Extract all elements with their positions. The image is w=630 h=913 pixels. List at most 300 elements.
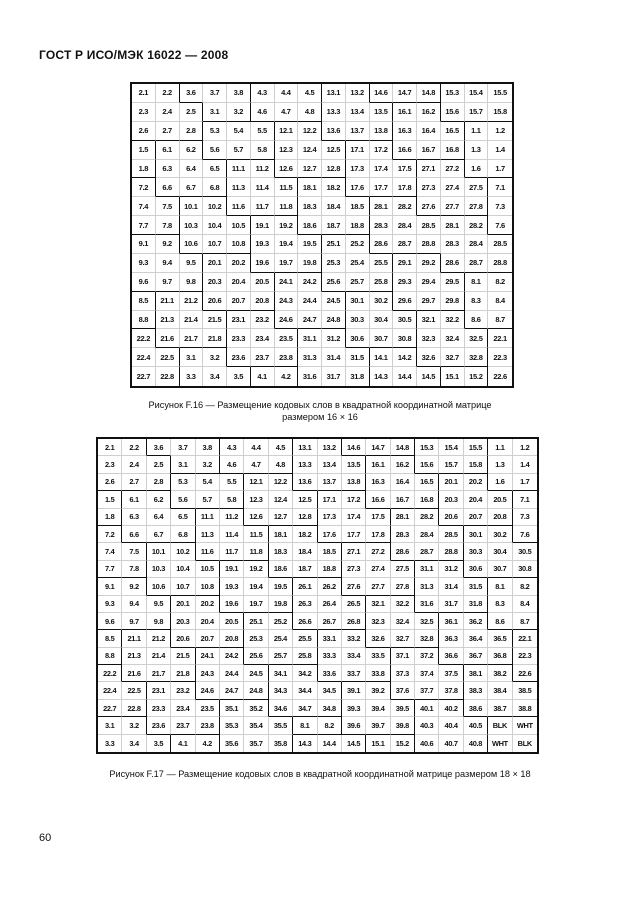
codeword-cell: 37.8	[439, 682, 463, 699]
codeword-cell: 16.7	[417, 141, 441, 160]
codeword-cell: 4.1	[171, 735, 195, 752]
codeword-cell: 11.3	[227, 178, 251, 197]
codeword-cell: 21.7	[180, 329, 204, 348]
codeword-cell: 5.8	[251, 141, 275, 160]
codeword-cell: 3.1	[171, 456, 195, 473]
codeword-cell: 9.8	[147, 613, 171, 630]
codeword-cell: 40.6	[415, 735, 439, 752]
codeword-cell: 10.3	[147, 561, 171, 578]
codeword-cell: 6.1	[122, 491, 146, 508]
codeword-cell: 26.2	[318, 578, 342, 595]
codeword-cell: 15.4	[465, 84, 489, 103]
codeword-cell: 20.5	[488, 491, 512, 508]
codeword-cell: 36.1	[439, 613, 463, 630]
codeword-cell: 32.6	[366, 630, 390, 647]
codeword-cell: 37.2	[415, 648, 439, 665]
codeword-cell: 20.4	[464, 491, 488, 508]
codeword-cell: 2.5	[147, 456, 171, 473]
codeword-cell: 6.6	[122, 526, 146, 543]
codeword-cell: 16.2	[391, 456, 415, 473]
codeword-cell: 2.8	[147, 474, 171, 491]
codeword-cell: 3.1	[98, 717, 122, 734]
codeword-cell: 3.7	[203, 84, 227, 103]
codeword-cell: 18.1	[269, 526, 293, 543]
codeword-cell: 12.2	[298, 122, 322, 141]
codeword-cell: 27.2	[366, 543, 390, 560]
codeword-cell: 16.4	[391, 474, 415, 491]
codeword-cell: 37.6	[391, 682, 415, 699]
codeword-cell: 20.1	[439, 474, 463, 491]
codeword-cell: 28.3	[370, 216, 394, 235]
codeword-cell: 12.7	[269, 509, 293, 526]
codeword-cell: 26.3	[293, 596, 317, 613]
codeword-cell: 23.4	[251, 329, 275, 348]
codeword-cell: 25.3	[322, 254, 346, 273]
codeword-cell: 18.3	[298, 197, 322, 216]
codeword-cell: 4.5	[269, 439, 293, 456]
codeword-cell: 38.8	[513, 700, 537, 717]
codeword-cell: 25.6	[322, 273, 346, 292]
codeword-cell: 25.5	[370, 254, 394, 273]
codeword-cell: 25.7	[269, 648, 293, 665]
codeword-cell: 3.1	[180, 348, 204, 367]
codeword-cell: 30.6	[346, 329, 370, 348]
codeword-cell: 21.6	[156, 329, 180, 348]
codeword-cell: 27.4	[441, 178, 465, 197]
codeword-cell: 16.2	[417, 103, 441, 122]
codeword-cell: 15.7	[465, 103, 489, 122]
codeword-cell: 18.6	[269, 561, 293, 578]
codeword-cell: 32.3	[417, 329, 441, 348]
codeword-cell: 21.2	[180, 292, 204, 311]
codeword-cell: 8.8	[98, 648, 122, 665]
codeword-cell: 28.4	[393, 216, 417, 235]
codeword-cell: 3.8	[196, 439, 220, 456]
codeword-cell: 28.8	[439, 543, 463, 560]
codeword-cell: 1.8	[132, 160, 156, 179]
codeword-cell: 20.3	[439, 491, 463, 508]
codeword-cell: 7.3	[513, 509, 537, 526]
codeword-cell: 11.1	[227, 160, 251, 179]
codeword-cell: 30.2	[488, 526, 512, 543]
codeword-cell: 26.6	[293, 613, 317, 630]
codeword-cell: 13.2	[318, 439, 342, 456]
codeword-cell: 34.4	[293, 682, 317, 699]
codeword-cell: 8.5	[132, 292, 156, 311]
codeword-cell: 21.3	[122, 648, 146, 665]
codeword-cell: 12.4	[269, 491, 293, 508]
codeword-cell: 24.7	[298, 311, 322, 330]
codeword-cell: 8.7	[513, 613, 537, 630]
codeword-cell: 2.6	[98, 474, 122, 491]
codeword-cell: 18.2	[293, 526, 317, 543]
codeword-cell: 6.5	[203, 160, 227, 179]
codeword-cell: 17.7	[342, 526, 366, 543]
codeword-cell: 2.2	[122, 439, 146, 456]
codeword-cell: 21.8	[203, 329, 227, 348]
codeword-cell: 20.2	[227, 254, 251, 273]
codeword-cell: 26.1	[293, 578, 317, 595]
codeword-cell: 16.5	[415, 474, 439, 491]
codeword-cell: 19.7	[244, 596, 268, 613]
codeword-cell: 23.7	[251, 348, 275, 367]
codeword-cell: 16.1	[393, 103, 417, 122]
codeword-cell: 31.4	[322, 348, 346, 367]
codeword-cell: 22.5	[122, 682, 146, 699]
codeword-cell: 15.8	[488, 103, 512, 122]
codeword-cell: WHT	[513, 717, 537, 734]
codeword-cell: 36.5	[488, 630, 512, 647]
codeword-cell: 3.7	[171, 439, 195, 456]
codeword-cell: 34.1	[269, 665, 293, 682]
codeword-cell: 14.5	[417, 367, 441, 386]
codeword-cell: 21.6	[122, 665, 146, 682]
codeword-cell: 6.6	[156, 178, 180, 197]
codeword-cell: 18.7	[322, 216, 346, 235]
codeword-cell: 3.2	[122, 717, 146, 734]
codeword-cell: 17.8	[366, 526, 390, 543]
codeword-cell: 2.4	[122, 456, 146, 473]
codeword-cell: 28.2	[465, 216, 489, 235]
codeword-cell: 3.3	[98, 735, 122, 752]
codeword-cell: 17.5	[366, 509, 390, 526]
codeword-cell: 22.4	[98, 682, 122, 699]
codeword-cell: 21.1	[122, 630, 146, 647]
codeword-cell: 20.4	[227, 273, 251, 292]
codeword-cell: 24.5	[322, 292, 346, 311]
codeword-cell: 27.3	[342, 561, 366, 578]
codeword-cell: 28.1	[441, 216, 465, 235]
codeword-cell: 35.7	[244, 735, 268, 752]
codeword-cell: 7.6	[513, 526, 537, 543]
codeword-cell: 1.1	[488, 439, 512, 456]
codeword-cell: 28.5	[439, 526, 463, 543]
codeword-cell: 15.4	[439, 439, 463, 456]
codeword-cell: 17.2	[342, 491, 366, 508]
codeword-cell: 30.4	[488, 543, 512, 560]
codeword-cell: 36.6	[439, 648, 463, 665]
codeword-cell: 22.4	[132, 348, 156, 367]
codeword-cell: 31.1	[415, 561, 439, 578]
codeword-cell: 34.2	[293, 665, 317, 682]
codeword-cell: 6.8	[203, 178, 227, 197]
codeword-cell: 30.8	[513, 561, 537, 578]
codeword-cell: 39.8	[391, 717, 415, 734]
codeword-cell: 32.8	[465, 348, 489, 367]
codeword-cell: 31.8	[346, 367, 370, 386]
codeword-cell: 32.5	[465, 329, 489, 348]
codeword-cell: 32.7	[441, 348, 465, 367]
codeword-cell: 7.2	[132, 178, 156, 197]
figure-caption-18: Рисунок F.17 — Размещение кодовых слов в квадратной координатной матрице размером 18 × 18	[109, 769, 531, 779]
codeword-cell: 37.5	[439, 665, 463, 682]
codeword-cell: 40.1	[415, 700, 439, 717]
codeword-cell: 31.7	[439, 596, 463, 613]
codeword-cell: 11.4	[220, 526, 244, 543]
codeword-cell: 13.7	[318, 474, 342, 491]
codeword-cell: 5.5	[251, 122, 275, 141]
codeword-cell: 11.6	[196, 543, 220, 560]
codeword-cell: 10.5	[227, 216, 251, 235]
codeword-cell: BLK	[488, 717, 512, 734]
codeword-cell: 7.4	[98, 543, 122, 560]
codeword-cell: 40.5	[464, 717, 488, 734]
codeword-cell: 12.5	[322, 141, 346, 160]
codeword-cell: 13.8	[370, 122, 394, 141]
codeword-cell: 28.8	[488, 254, 512, 273]
codeword-cell: 28.6	[441, 254, 465, 273]
codeword-cell: 21.1	[156, 292, 180, 311]
codeword-cell: 9.5	[147, 596, 171, 613]
codeword-cell: 11.7	[251, 197, 275, 216]
codeword-cell: 32.7	[391, 630, 415, 647]
codeword-cell: 16.6	[366, 491, 390, 508]
codeword-cell: 8.3	[465, 292, 489, 311]
codeword-cell: 5.4	[196, 474, 220, 491]
codeword-cell: 8.4	[513, 596, 537, 613]
codeword-cell: 30.7	[488, 561, 512, 578]
codeword-cell: 20.2	[196, 596, 220, 613]
codeword-cell: 2.6	[132, 122, 156, 141]
codeword-cell: 27.7	[366, 578, 390, 595]
codeword-cell: 20.8	[251, 292, 275, 311]
page-number: 60	[39, 832, 52, 844]
codeword-cell: 9.3	[132, 254, 156, 273]
codeword-cell: 8.1	[488, 578, 512, 595]
codeword-cell: 20.5	[220, 613, 244, 630]
codeword-cell: 35.3	[220, 717, 244, 734]
codeword-cell: 3.4	[203, 367, 227, 386]
codeword-cell: 7.7	[98, 561, 122, 578]
codeword-cell: 4.8	[298, 103, 322, 122]
codeword-cell: 31.4	[439, 578, 463, 595]
codeword-cell: 13.2	[346, 84, 370, 103]
codeword-cell: 22.1	[488, 329, 512, 348]
codeword-cell: 27.8	[465, 197, 489, 216]
codeword-cell: 26.4	[318, 596, 342, 613]
codeword-cell: 29.3	[393, 273, 417, 292]
codeword-cell: 3.2	[203, 348, 227, 367]
codeword-cell: 19.8	[269, 596, 293, 613]
codeword-cell: 30.3	[464, 543, 488, 560]
codeword-cell: 27.1	[342, 543, 366, 560]
codeword-cell: 14.6	[370, 84, 394, 103]
codeword-cell: 35.8	[269, 735, 293, 752]
codeword-cell: 25.6	[244, 648, 268, 665]
codeword-cell: 10.6	[180, 235, 204, 254]
codeword-cell: 22.2	[98, 665, 122, 682]
codeword-cell: 10.7	[171, 578, 195, 595]
codeword-cell: 24.1	[196, 648, 220, 665]
codeword-cell: 25.1	[322, 235, 346, 254]
codeword-cell: 7.8	[156, 216, 180, 235]
codeword-cell: 36.4	[464, 630, 488, 647]
codeword-cell: 12.6	[244, 509, 268, 526]
codeword-cell: 25.8	[293, 648, 317, 665]
codeword-cell: 19.1	[251, 216, 275, 235]
codeword-cell: 35.5	[269, 717, 293, 734]
codeword-cell: 24.3	[275, 292, 299, 311]
codeword-cell: 19.8	[298, 254, 322, 273]
codeword-cell: 12.3	[244, 491, 268, 508]
codeword-cell: 17.4	[370, 160, 394, 179]
codeword-cell: 27.6	[417, 197, 441, 216]
codeword-cell: 8.2	[513, 578, 537, 595]
codeword-cell: 4.3	[220, 439, 244, 456]
codeword-cell: 38.5	[513, 682, 537, 699]
codeword-cell: 14.6	[342, 439, 366, 456]
codeword-cell: 19.7	[275, 254, 299, 273]
codeword-cell: 36.2	[464, 613, 488, 630]
codeword-cell: 7.7	[132, 216, 156, 235]
codeword-cell: 6.2	[147, 491, 171, 508]
codeword-cell: 6.3	[156, 160, 180, 179]
codeword-cell: 9.5	[180, 254, 204, 273]
codeword-cell: 10.5	[196, 561, 220, 578]
codeword-cell: 25.2	[269, 613, 293, 630]
codeword-cell: 14.4	[393, 367, 417, 386]
codeword-cell: 7.3	[488, 197, 512, 216]
figure-caption-16	[110, 399, 530, 423]
codeword-cell: 12.8	[293, 509, 317, 526]
codeword-cell: 8.1	[465, 273, 489, 292]
codeword-cell: 26.5	[342, 596, 366, 613]
codeword-cell: 28.7	[415, 543, 439, 560]
codeword-cell: 21.8	[171, 665, 195, 682]
codeword-cell: 12.1	[244, 474, 268, 491]
codeword-cell: 16.5	[441, 122, 465, 141]
codeword-cell: 22.8	[156, 367, 180, 386]
codeword-matrix-16x16	[130, 82, 514, 388]
codeword-cell: 12.1	[275, 122, 299, 141]
codeword-cell: 14.8	[417, 84, 441, 103]
codeword-cell: 36.8	[488, 648, 512, 665]
codeword-cell: 18.1	[298, 178, 322, 197]
codeword-cell: 26.8	[342, 613, 366, 630]
codeword-cell: 19.4	[275, 235, 299, 254]
codeword-cell: 9.6	[132, 273, 156, 292]
codeword-cell: 18.4	[293, 543, 317, 560]
codeword-cell: 28.5	[417, 216, 441, 235]
codeword-cell: 11.2	[220, 509, 244, 526]
codeword-cell: 14.7	[366, 439, 390, 456]
codeword-cell: 24.6	[275, 311, 299, 330]
codeword-cell: 22.3	[513, 648, 537, 665]
codeword-cell: 20.1	[203, 254, 227, 273]
codeword-cell: 23.1	[227, 311, 251, 330]
codeword-cell: 18.5	[346, 197, 370, 216]
codeword-cell: 19.6	[220, 596, 244, 613]
codeword-cell: 21.3	[156, 311, 180, 330]
codeword-cell: 20.3	[203, 273, 227, 292]
codeword-cell: 39.4	[366, 700, 390, 717]
codeword-cell: 13.3	[293, 456, 317, 473]
codeword-cell: 1.7	[513, 474, 537, 491]
codeword-cell: 33.3	[318, 648, 342, 665]
codeword-cell: 5.8	[220, 491, 244, 508]
codeword-cell: 31.3	[298, 348, 322, 367]
codeword-cell: 18.7	[293, 561, 317, 578]
codeword-cell: 10.4	[203, 216, 227, 235]
codeword-cell: 25.4	[269, 630, 293, 647]
codeword-cell: 27.4	[366, 561, 390, 578]
codeword-cell: 9.1	[98, 578, 122, 595]
codeword-cell: 7.4	[132, 197, 156, 216]
codeword-cell: 25.1	[244, 613, 268, 630]
codeword-cell: 35.2	[244, 700, 268, 717]
codeword-cell: 1.6	[465, 160, 489, 179]
codeword-cell: 20.6	[171, 630, 195, 647]
codeword-cell: 15.1	[441, 367, 465, 386]
codeword-cell: 29.5	[441, 273, 465, 292]
codeword-cell: 7.1	[513, 491, 537, 508]
codeword-cell: 18.5	[318, 543, 342, 560]
codeword-cell: 27.3	[417, 178, 441, 197]
codeword-cell: 1.4	[513, 456, 537, 473]
codeword-cell: 1.3	[488, 456, 512, 473]
codeword-cell: 30.5	[513, 543, 537, 560]
codeword-cell: 21.2	[147, 630, 171, 647]
codeword-cell: 22.7	[132, 367, 156, 386]
codeword-cell: 11.7	[220, 543, 244, 560]
codeword-cell: 33.8	[366, 665, 390, 682]
codeword-cell: 32.2	[441, 311, 465, 330]
codeword-cell: 21.5	[203, 311, 227, 330]
codeword-cell: 3.5	[147, 735, 171, 752]
codeword-cell: 12.3	[275, 141, 299, 160]
codeword-cell: 12.7	[298, 160, 322, 179]
codeword-cell: 5.7	[227, 141, 251, 160]
codeword-cell: 15.8	[464, 456, 488, 473]
codeword-cell: 19.4	[244, 578, 268, 595]
codeword-cell: 19.2	[244, 561, 268, 578]
codeword-cell: 32.4	[441, 329, 465, 348]
codeword-cell: 40.7	[439, 735, 463, 752]
codeword-cell: 1.2	[513, 439, 537, 456]
codeword-cell: 10.2	[203, 197, 227, 216]
codeword-cell: 11.5	[275, 178, 299, 197]
codeword-cell: 40.4	[439, 717, 463, 734]
codeword-cell: 14.1	[370, 348, 394, 367]
codeword-cell: 33.4	[342, 648, 366, 665]
codeword-cell: 24.7	[220, 682, 244, 699]
codeword-cell: 4.1	[251, 367, 275, 386]
codeword-cell: 16.3	[366, 474, 390, 491]
codeword-cell: 16.7	[391, 491, 415, 508]
codeword-cell: 1.8	[98, 509, 122, 526]
codeword-cell: 38.1	[464, 665, 488, 682]
codeword-cell: 30.7	[370, 329, 394, 348]
codeword-cell: 28.5	[488, 235, 512, 254]
codeword-cell: 40.8	[464, 735, 488, 752]
codeword-cell: 11.5	[244, 526, 268, 543]
codeword-cell: 23.6	[147, 717, 171, 734]
codeword-cell: 24.5	[244, 665, 268, 682]
codeword-cell: 6.7	[180, 178, 204, 197]
codeword-cell: 35.1	[220, 700, 244, 717]
codeword-cell: 4.8	[269, 456, 293, 473]
codeword-cell: 4.5	[298, 84, 322, 103]
codeword-cell: 13.6	[322, 122, 346, 141]
codeword-cell: 4.2	[275, 367, 299, 386]
caption-16-line1: Рисунок F.16 — Размещение кодовых слов в квадратной координатной матрице	[148, 400, 492, 410]
codeword-cell: 5.6	[203, 141, 227, 160]
codeword-cell: 17.7	[370, 178, 394, 197]
codeword-cell: 28.6	[370, 235, 394, 254]
codeword-cell: 1.4	[488, 141, 512, 160]
codeword-cell: 39.1	[342, 682, 366, 699]
codeword-cell: 3.6	[180, 84, 204, 103]
